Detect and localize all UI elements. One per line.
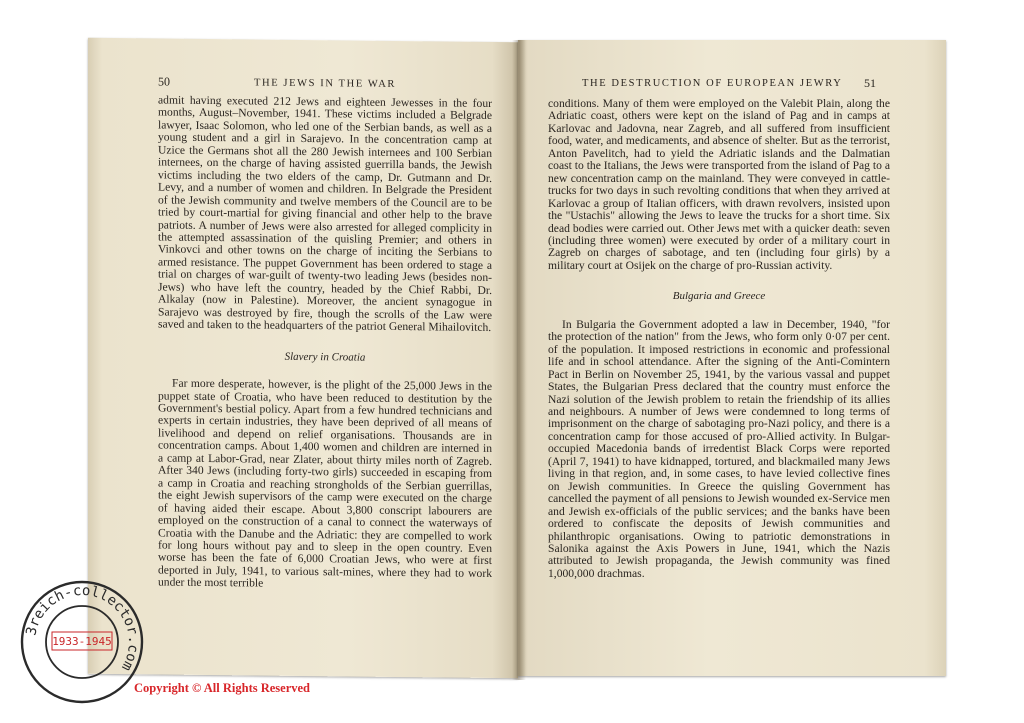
collector-stamp	[18, 578, 146, 706]
stamp-years: 1933-1945	[52, 635, 112, 648]
section-heading: Slavery in Croatia	[284, 350, 366, 364]
open-book	[88, 40, 946, 686]
running-head: THE JEWS IN THE WAR	[254, 77, 397, 90]
section-heading: Bulgaria and Greece	[672, 290, 766, 303]
left-page-body	[158, 94, 492, 592]
paragraph: In Bulgaria the Government adopted a law in December, 1940, "for the protection of the nation" from the Jews, who form only 0·07 per cent. of the population. It imposed restrictions in economic and professional life and in school attendance. After the signing of the Anti-Comintern Pact in Berlin on November 25, 1941, by the various vassal and puppet States, the Bulgarian Press declared that the country must enforce the Nazi solution of the Jewish problem to retain the friendship of its allies and neighbours. A number of Jews were condemned to long terms of imprisonment on the charge of sabotaging pro-Nazi policy, and there is a concentration camp for those accused of pro-Allied activity. In Bulgar-occupied Macedonia bands of irredentist Black Corps were reported (April 7, 1941) to have kidnapped, tortured, and blackmailed many Jews living in that region, and, in some cases, to have levied collective fines on Jewish communities. In Greece the quisling Government has cancelled the payment of all pensions to Jewish wounded ex-Service men and Jewish ex-officials of the public services; and the banks have been ordered to confiscate the deposits of Jewish communities and philanthropic organisations. Owing to patriotic demonstrations in Salonika against the Axis Powers in June, 1941, which the Nazis attributed to Jewish propaganda, the Jewish community was fined 1,000,000 drachmas.	[548, 317, 890, 580]
page-number: 50	[158, 74, 170, 89]
stamp-ring-text: 3reich-collector.com	[23, 582, 142, 674]
paragraph: admit having executed 212 Jews and eighteen Jewesses in the four months, August–November, 1941. These victims included a Belgrade lawyer, Isaac Solomon, who led one of the Serbian bands, as well as a young student and a girl in Sarajevo. In the concentration camp at Uzice the Germans shot all the 280 Jewish internees and 100 Serbian internees, on the charge of having assisted guerrilla bands, the Jewish victims including the two elders of the camp, Dr. Gutmann and Dr. Levy, and a number of women and children. In Belgrade the President of the Jewish community and twelve members of the Council are to be tried by court-martial for giving financial and other help to the brave patriots. A number of Jews were also arrested for alleged complicity in the attempted assassination of the quisling Premier; and others in Vinkovci and other towns on the charge of inciting the Serbians to armed resistance. The puppet Government has been ordered to stage a trial on charges of war-guilt of twenty-two leading Jews (besides non-Jews) who have left the country, headed by the Chief Rabbi, Dr. Alkalay (now in Palestine). Moreover, the ancient synagogue in Sarajevo was destroyed by fire, though the scrolls of the Law were saved and taken to the headquarters of the patriot General Mihailovitch.	[158, 93, 492, 335]
paragraph: Far more desperate, however, is the plight of the 25,000 Jews in the puppet state of Croatia, who have been reduced to destitution by the Government's bestial policy. Apart from a few hundred technicians and experts in certain industries, they have been deprived of all means of livelihood and depend on relief organisations. Thousands are in concentration camps. About 1,400 women and children are interned in a camp at Labor-Grad, near Zlater, about thirty miles north of Zagreb. After 340 Jews (including forty-two girls) succeeded in escaping from a camp in Croatia and reaching strongholds of the Serbian guerrillas, the eight Jewish supervisors of the camp were executed on the charge of having aided their escape. About 3,800 conscript labourers are employed on the construction of a canal to connect the waterways of Croatia with the Danube and the Adriatic: they are compelled to work for long hours without pay and to sleep in the open country. Even worse has been the fate of 6,000 Croatian Jews, who were at first deported in July, 1941, to various salt-mines, where they had to work under the most terrible	[158, 376, 492, 590]
paragraph: conditions. Many of them were employed on the Valebit Plain, along the Adriatic coast, others were kept on the island of Pag and in camps at Karlovac and Jadovna, near Zagreb, and all suffered from insufficient food, water, and medicaments, and absence of shelter. But as the terrorist, Anton Pavelitch, had to yield the Adriatic islands and the Dalmatian coast to the Italians, the Jews were transported from the island of Pag to a new concentration camp on the mainland. They were conveyed in cattle-trucks for two days in such revolting conditions that when they arrived at Karlovac a group of Italian officers, with drawn revolvers, insisted upon the "Ustachis" allowing the Jews to leave the trucks for a short time. Six dead bodies were carried out. Other Jews met with a quicker death: seven (including three women) were executed by order of a military court in Zagreb on charges of sabotage, and ten (including four girls) by a military court at Osijek on the charge of pro-Russian activity.	[548, 97, 890, 272]
right-page-body	[548, 98, 890, 580]
running-head: THE DESTRUCTION OF EUROPEAN JEWRY	[582, 78, 843, 89]
right-page	[518, 40, 946, 676]
left-page	[88, 38, 518, 679]
copyright-notice: Copyright © All Rights Reserved	[134, 681, 311, 695]
page-number: 51	[864, 76, 876, 90]
book-gutter	[512, 40, 526, 680]
